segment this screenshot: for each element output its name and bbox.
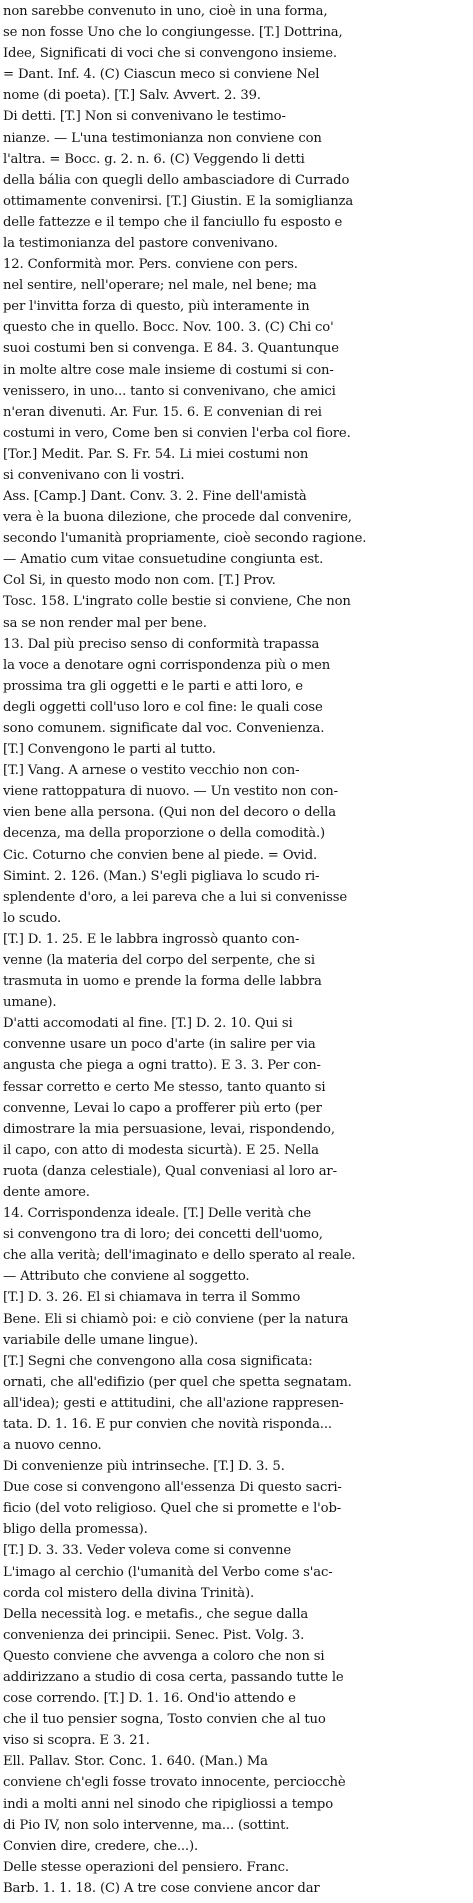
- text-line: convenienza dei principii. Senec. Pist. Volg. 3.: [3, 1627, 305, 1643]
- text-line: secondo l'umanità propriamente, cioè secondo ragione.: [3, 531, 367, 547]
- text-line: ornati, che all'edifizio (per quel che spetta segnatam.: [3, 1374, 352, 1390]
- text-line: convenne usare un poco d'arte (in salire per via: [3, 1037, 316, 1053]
- text-line: viene rattoppatura di nuovo. — Un vestito non con-: [3, 784, 338, 800]
- text-line: Barb. 1. 1. 18. (C) A tre cose conviene ancor dar: [3, 1880, 320, 1896]
- text-line: della bália con quegli dello ambasciadore di Currado: [3, 172, 350, 188]
- text-line: indi a molti anni nel sinodo che ripigliossi a tempo: [3, 1796, 334, 1812]
- text-line: — Amatio cum vitae consuetudine congiunta est.: [3, 552, 324, 568]
- text-line: Ell. Pallav. Stor. Conc. 1. 640. (Man.) Ma: [3, 1754, 268, 1770]
- text-line: convenne, Levai lo capo a profferer più erto (per: [3, 1100, 322, 1116]
- text-line: sono comunem. significate dal voc. Convenienza.: [3, 721, 325, 737]
- text-line: Della necessità log. e metafis., che segue dalla: [3, 1606, 309, 1622]
- text-line: n'eran divenuti. Ar. Fur. 15. 6. E convenian di rei: [3, 404, 322, 420]
- text-line: 13. Dal più preciso senso di conformità trapassa: [3, 636, 320, 652]
- text-line: = Dant. Inf. 4. (C) Ciascun meco si conviene Nel: [3, 67, 320, 83]
- text-line: Delle stesse operazioni del pensiero. Franc.: [3, 1859, 289, 1875]
- text-line: Cic. Coturno che convien bene al piede. = Ovid.: [3, 847, 318, 863]
- text-line: l'altra. = Bocc. g. 2. n. 6. (C) Veggendo li detti: [3, 151, 305, 167]
- text-line: Simint. 2. 126. (Man.) S'egli pigliava lo scudo ri-: [3, 868, 320, 884]
- text-line: fessar corretto e certo Me stesso, tanto quanto si: [3, 1079, 326, 1095]
- text-line: umane).: [3, 995, 57, 1011]
- text-line: splendente d'oro, a lei pareva che a lui si convenisse: [3, 889, 348, 905]
- text-line: [T.] D. 1. 25. E le labbra ingrossò quanto con-: [3, 931, 300, 947]
- text-line: vien bene alla persona. (Qui non del decoro o della: [3, 805, 336, 821]
- text-line: non sarebbe convenuto in uno, cioè in una forma,: [3, 4, 328, 19]
- text-line: Col Si, in questo modo non com. [T.] Prov.: [3, 573, 276, 589]
- text-line: angusta che piega a ogni tratto). E 3. 3. Per con-: [3, 1058, 321, 1074]
- text-line: dente amore.: [3, 1184, 90, 1200]
- text-line: per l'invitta forza di questo, più interamente in: [3, 299, 310, 315]
- text-line: la testimonianza del pastore convenivano.: [3, 235, 278, 251]
- text-line: cose correndo. [T.] D. 1. 16. Ond'io attendo e: [3, 1691, 296, 1707]
- text-line: variabile delle umane lingue).: [3, 1332, 199, 1348]
- text-line: decenza, ma della proporzione o della comodità.): [3, 826, 325, 842]
- text-line: dimostrare la mia persuasione, levai, rispondendo,: [3, 1121, 335, 1137]
- text-line: sa se non render mal per bene.: [3, 615, 207, 631]
- text-line: Due cose si convengono all'essenza Di questo sacri-: [3, 1480, 342, 1496]
- text-line: si convengono tra di loro; dei concetti dell'uomo,: [3, 1227, 323, 1243]
- text-line: [T.] Vang. A arnese o vestito vecchio non con-: [3, 763, 300, 779]
- text-line: Questo conviene che avvenga a coloro che non si: [3, 1648, 325, 1664]
- text-line: lo scudo.: [3, 910, 61, 926]
- text-line: all'idea); gesti e attitudini, che all'azione rappresen-: [3, 1395, 344, 1411]
- text-line: [T.] D. 3. 33. Veder voleva come si convenne: [3, 1543, 291, 1559]
- text-line: [T.] D. 3. 26. El si chiamava in terra il Sommo: [3, 1290, 301, 1306]
- text-line: di Pio IV, non solo intervenne, ma... (sottint.: [3, 1817, 290, 1833]
- text-line: questo che in quello. Bocc. Nov. 100. 3. (C) Chi co': [3, 320, 334, 336]
- text-line: nianze. — L'una testimonianza non conviene con: [3, 130, 322, 146]
- text-line: costumi in vero, Come ben si convien l'erba col fiore.: [3, 425, 351, 441]
- text-line: se non fosse Uno che lo congiungesse. [T.] Dottrina,: [3, 25, 343, 41]
- text-line: degli oggetti coll'uso loro e col fine: le quali cose: [3, 699, 323, 715]
- text-line: venissero, in uno... tanto si convenivano, che amici: [3, 383, 336, 399]
- text-line: delle fattezze e il tempo che il fanciullo fu esposto e: [3, 214, 343, 230]
- text-line: ottimamente convenirsi. [T.] Giustin. E la somiglianza: [3, 193, 354, 209]
- text-line: suoi costumi ben si convenga. E 84. 3. Quantunque: [3, 341, 339, 357]
- text-line: Bene. Eli si chiamò poi: e ciò conviene (per la natura: [3, 1311, 349, 1327]
- text-line: si convenivano con li vostri.: [3, 467, 185, 483]
- text-line: Ass. [Camp.] Dant. Conv. 3. 2. Fine dell'amistà: [3, 489, 307, 505]
- text-line: conviene ch'egli fosse trovato innocente, perciocchè: [3, 1775, 346, 1791]
- text-line: venne (la materia del corpo del serpente, che si: [3, 953, 315, 968]
- text-line: D'atti accomodati al fine. [T.] D. 2. 10. Qui si: [3, 1016, 293, 1032]
- text-line: che il tuo pensier sogna, Tosto convien che al tuo: [3, 1712, 326, 1728]
- text-line: Di convenienze più intrinseche. [T.] D. 3. 5.: [3, 1459, 285, 1475]
- text-line: a nuovo cenno.: [3, 1438, 102, 1454]
- text-line: — Attributo che conviene al soggetto.: [3, 1269, 250, 1285]
- text-line: ficio (del voto religioso. Quel che si promette e l'ob-: [3, 1501, 342, 1517]
- text-line: [T.] Segni che convengono alla cosa significata:: [3, 1353, 313, 1369]
- text-line: che alla verità; dell'imaginato e dello sperato al reale.: [3, 1248, 356, 1264]
- text-line: Di detti. [T.] Non si convenivano le testimo-: [3, 109, 286, 125]
- text-line: bligo della promessa).: [3, 1522, 148, 1538]
- text-line: la voce a denotare ogni corrispondenza più o men: [3, 657, 331, 673]
- text-line: 14. Corrispondenza ideale. [T.] Delle verità che: [3, 1206, 312, 1222]
- text-line: prossima tra gli oggetti e le parti e atti loro, e: [3, 678, 303, 694]
- text-line: tata. D. 1. 16. E pur convien che novità risponda...: [3, 1416, 332, 1432]
- text-line: nel sentire, nell'operare; nel male, nel bene; ma: [3, 278, 317, 294]
- text-line: L'imago al cerchio (l'umanità del Verbo come s'ac-: [3, 1564, 333, 1580]
- text-line: trasmuta in uomo e prende la forma delle labbra: [3, 974, 322, 990]
- text-line: [Tor.] Medit. Par. S. Fr. 54. Li miei costumi non: [3, 446, 309, 462]
- text-line: vera è la buona dilezione, che procede dal convenire,: [3, 510, 352, 526]
- text-line: ruota (danza celestiale), Qual conveniasi al loro ar-: [3, 1163, 337, 1179]
- text-line: 12. Conformità mor. Pers. conviene con pers.: [3, 257, 298, 273]
- text-line: nome (di poeta). [T.] Salv. Avvert. 2. 39.: [3, 88, 261, 104]
- text-line: Idee, Significati di voci che si convengono insieme.: [3, 46, 337, 62]
- text-line: viso si scopra. E 3. 21.: [3, 1733, 150, 1749]
- text-line: addirizzano a studio di cosa certa, passando tutte le: [3, 1670, 344, 1686]
- text-line: Tosc. 158. L'ingrato colle bestie si conviene, Che non: [3, 594, 351, 610]
- text-line: Convien dire, credere, che...).: [3, 1838, 199, 1854]
- text-line: [T.] Convengono le parti al tutto.: [3, 742, 216, 758]
- text-line: il capo, con atto di modesta sicurtà). E 25. Nella: [3, 1142, 319, 1158]
- text-line: in molte altre cose male insieme di costumi si con-: [3, 362, 334, 378]
- text-line: corda col mistero della divina Trinità).: [3, 1585, 255, 1601]
